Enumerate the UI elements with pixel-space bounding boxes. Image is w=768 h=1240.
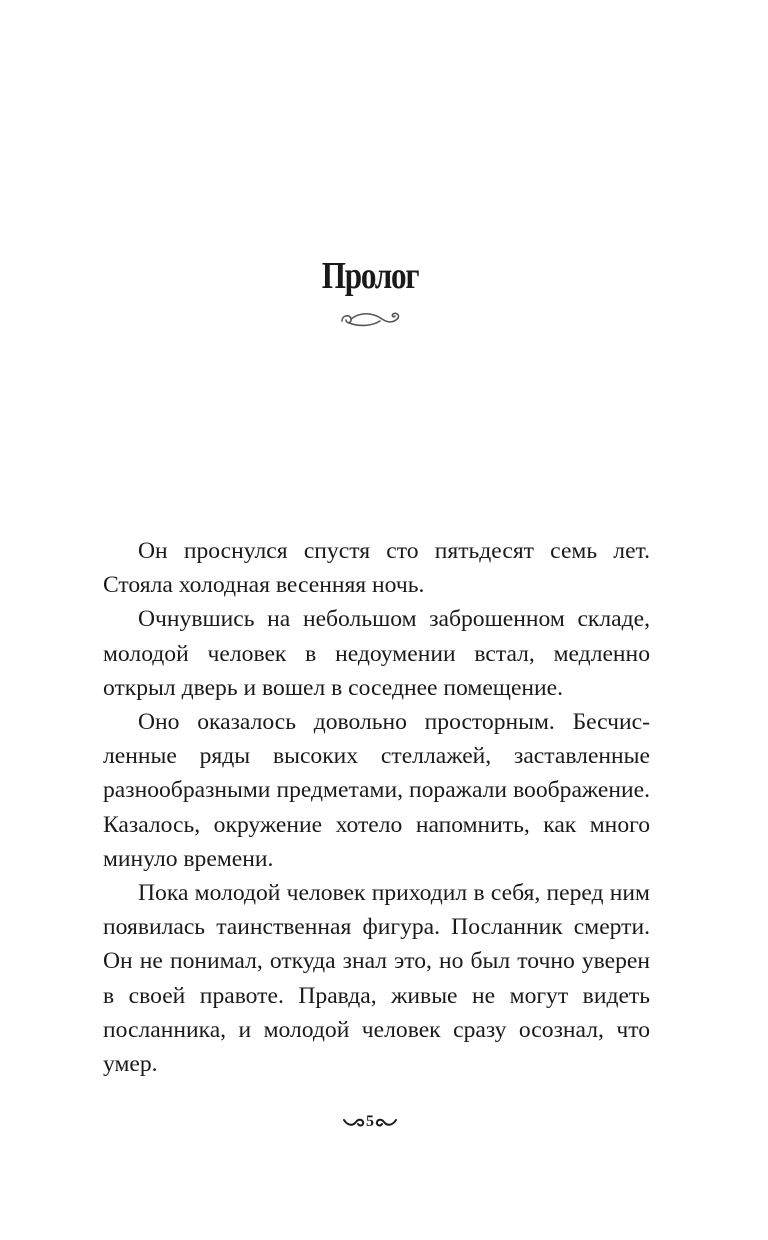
page-folio [334,1110,406,1134]
swirl-right-icon [375,1114,397,1130]
chapter-title: Пролог [321,255,419,297]
paragraph-3: Оно оказалось довольно просторным. Бесчисленные ряды высоких стеллажей, заставленные разнообразными предметами, поражали воображение. Казалось, окружение хотело напомнить, как много минуло времени. [103,709,650,872]
swirl-left-icon [343,1114,365,1130]
flourish-ornament-icon [338,306,402,332]
paragraph-1: Он проснулся спустя сто пятьдесят семь лет. Стояла холодная весенняя ночь. [103,538,650,599]
chapter-body [103,534,650,1081]
page-number: 5 [366,1113,374,1130]
paragraph-2: Очнувшись на небольшом заброшенном складе, молодой человек в недоумении встал, медленно открыл дверь и вошел в соседнее помещение. [103,606,650,701]
paragraph-4: Пока молодой человек приходил в себя, перед ним появилась таинственная фигура. Посланник смерти. Он не понимал, откуда знал это, но был точно уверен в своей правоте. Правда, живые не могут видеть посланника, и молодой человек сразу осознал, что умер. [103,880,650,1078]
